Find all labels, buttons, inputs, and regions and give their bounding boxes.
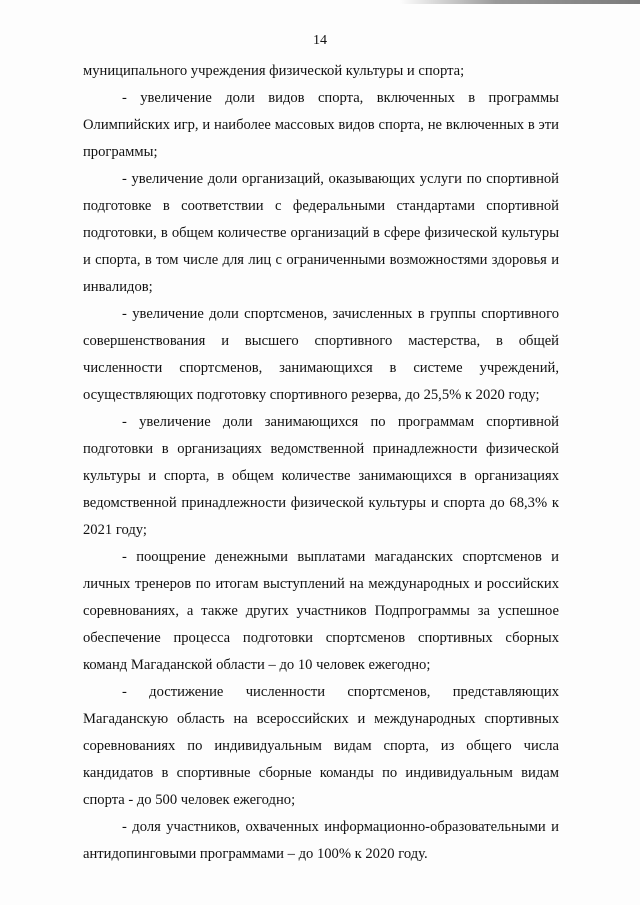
list-item-sports-training-organizations: - увеличение доли организаций, оказывающих услуги по спортивной подготовке в соответствии с федеральными стандартами спортивной подготовки, в общем количестве организаций в сфере физической культуры и спорта, в том числе для лиц с ограниченными возможностями здоровья и инвалидов;	[83, 171, 559, 295]
list-item-athletes-representing-region: - достижение численности спортсменов, представляющих Магаданскую область на всероссийских и международных спортивных соревнованиях по индивидуальным видам спорта, из общего числа кандидатов в спортивные сборные команды по индивидуальным видам спорта - до 500 человек ежегодно;	[83, 684, 559, 808]
list-item-athletes-improvement-groups: - увеличение доли спортсменов, зачисленных в группы спортивного совершенствования и высшего спортивного мастерства, в общей численности спортсменов, занимающихся в системе учреждений, осуществляющих подготовку спортивного резерва, до 25,5% к 2020 году;	[83, 306, 559, 403]
list-item-departmental-training: - увеличение доли занимающихся по программам спортивной подготовки в организациях ведомственной принадлежности физической культуры и спорта, в общем количестве занимающихся в организациях ведомственной принадлежности физической культуры и спорта до 68,3% к 2021 году;	[83, 414, 559, 538]
list-item-olympic-sports-share: - увеличение доли видов спорта, включенных в программы Олимпийских игр, и наиболее массовых видов спорта, не включенных в эти программы;	[83, 90, 559, 160]
page-number: 14	[313, 33, 327, 48]
document-body	[83, 58, 559, 868]
list-item-antidoping-programs: - доля участников, охваченных информационно-образовательными и антидопинговыми программами – до 100% к 2020 году.	[83, 819, 559, 862]
scan-edge-shadow	[400, 0, 640, 4]
paragraph-continuation: муниципального учреждения физической культуры и спорта;	[83, 63, 465, 79]
list-item-cash-rewards: - поощрение денежными выплатами магаданских спортсменов и личных тренеров по итогам выступлений на международных и российских соревнованиях, а также других участников Подпрограммы за успешное обеспечение процесса подготовки спортсменов спортивных сборных команд Магаданской области – до 10 человек ежегодно;	[83, 549, 559, 673]
